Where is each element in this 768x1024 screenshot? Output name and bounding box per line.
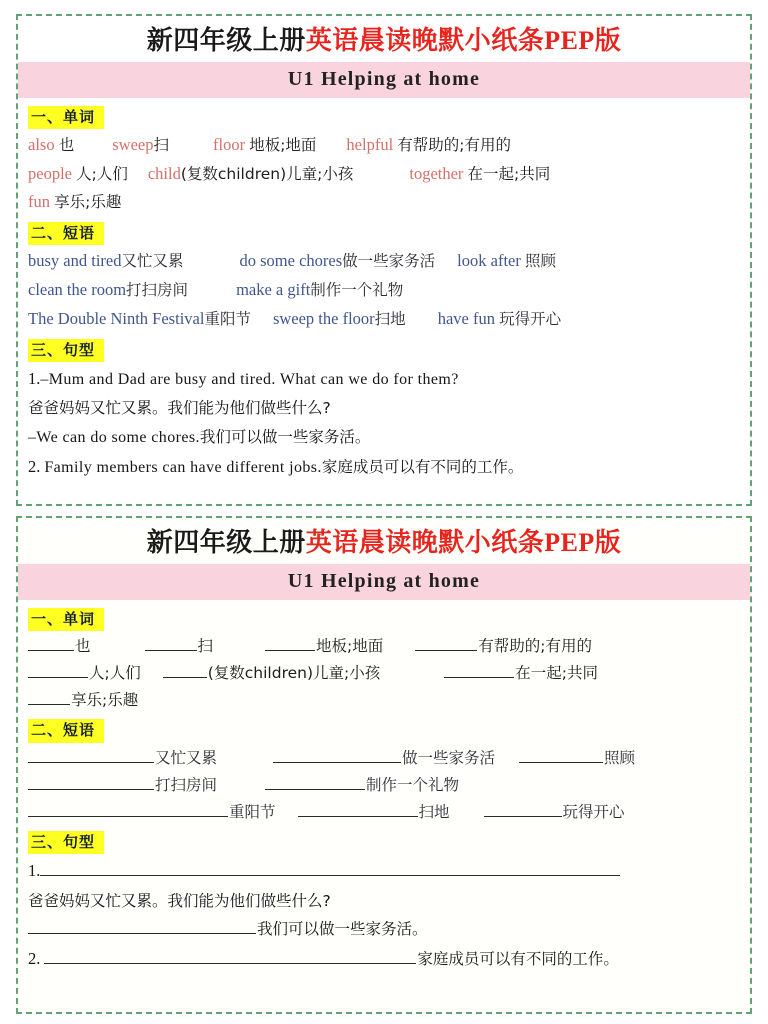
vocab-cn: 地板;地面 [249,135,317,154]
section-head-vocab-1: 一、单词 [28,106,104,129]
vocab-cn: 扫 [197,636,214,655]
blank-card [16,516,752,1014]
phrase-entry [28,277,188,304]
doc-title [18,16,750,62]
phrase-en: The Double Ninth Festival [28,308,205,328]
sentence-number: 2. [28,948,41,968]
phrase-cn: 制作一个礼物 [366,775,460,794]
vocab-en: floor [212,134,246,154]
vocab-blank-row [28,660,740,687]
vocab-entry [409,161,550,188]
vocab-cn: 人;人们 [89,664,141,683]
title-grade-part: 新四年级上册 [146,26,306,55]
sentence-row [28,423,740,453]
phrase-cn: 扫地 [418,802,450,821]
phrase-row [28,276,740,305]
vocab-en: fun [28,192,50,212]
phrase-cn: 扫地 [374,309,406,328]
answer-blank[interactable] [519,747,603,763]
phrase-cn: 玩得开心 [499,309,562,328]
sentence-cn: 我们可以做一些家务活。 [257,920,428,939]
vocab-blank-entry [265,634,383,659]
phrase-blank-entry [484,800,625,825]
blank-card-body [18,600,750,979]
vocab-cn: 扫 [153,135,169,154]
phrase-cn: 制作一个礼物 [310,281,404,300]
vocab-blank-entry [163,661,381,686]
answer-blank[interactable] [40,861,620,876]
answer-blank[interactable] [484,801,562,817]
phrase-cn: 又忙又累 [155,748,218,767]
answer-blank[interactable] [265,635,315,651]
phrase-entry [457,248,556,275]
sentence-blank-row [28,856,740,886]
answer-blank[interactable] [28,774,154,790]
sentence-row [28,394,740,423]
phrase-row [28,305,740,334]
answer-card-body [18,98,750,487]
phrase-cn: 做一些家务活 [342,252,436,271]
section-head-phrase-1: 二、短语 [28,222,104,245]
phrase-cn: 又忙又累 [121,252,184,271]
title-subject-part: 英语晨读晚默小纸条PEP版 [305,528,622,557]
vocab-cn: 有帮助的;有用的 [397,135,512,154]
answer-blank[interactable] [28,747,154,763]
answer-blank[interactable] [28,635,74,651]
sentence-number: 2. [28,457,41,477]
phrase-entry [240,248,436,275]
answer-blank[interactable] [273,747,401,763]
phrase-en: look after [457,251,521,271]
vocab-cn: 也 [58,135,75,154]
sentence-blank-row [28,944,740,975]
sentence-number: 1. [28,368,41,388]
answer-blank[interactable] [145,635,197,651]
sentence-cn: 爸爸妈妈又忙又累。我们能为他们做些什么? [28,399,331,418]
sentence-en: –We can do some chores. [28,428,200,446]
sentence-cn: 我们可以做一些家务活。 [199,427,371,446]
vocab-entry [28,189,121,216]
phrase-blank-entry [265,773,459,798]
phrase-blank-entry [298,800,450,825]
vocab-entry [28,161,128,188]
vocab-row [28,160,740,189]
sentence-cn: 爸爸妈妈又忙又累。我们能为他们做些什么? [28,891,331,910]
doc-title-2 [18,518,750,564]
phrase-cn: 照顾 [604,748,636,767]
sentence-en: –Mum and Dad are busy and tired. What can we do for them? [40,370,459,388]
vocab-cn: 也 [75,636,91,655]
phrase-entry [438,306,561,333]
phrase-cn: 玩得开心 [562,802,625,821]
phrase-entry [273,306,406,333]
phrase-blank-row [28,799,740,826]
vocab-cn: (复数children)儿童;小孩 [207,664,381,683]
vocab-row [28,188,740,217]
answer-blank[interactable] [44,949,416,964]
phrase-cn: 重阳节 [204,309,251,328]
phrase-en: clean the room [28,280,127,300]
phrase-en: sweep the floor [272,308,375,328]
sentence-blank-row [28,887,740,916]
answer-blank[interactable] [444,662,514,678]
answer-blank[interactable] [415,635,477,651]
answer-card [16,14,752,506]
vocab-cn: (复数children)儿童;小孩 [180,164,354,183]
phrase-cn: 照顾 [524,252,556,271]
sentence-en: Family members can have different jobs. [44,459,322,477]
vocab-blank-entry [415,634,592,659]
phrase-entry [28,306,251,333]
vocab-cn: 有帮助的;有用的 [478,636,592,655]
vocab-en: helpful [346,134,394,154]
phrase-en: busy and tired [28,251,122,271]
phrase-blank-row [28,772,740,799]
vocab-cn: 地板;地面 [316,636,384,655]
vocab-en: together [409,163,464,183]
sentence-row [28,452,740,483]
vocab-cn: 在一起;共同 [467,164,551,183]
vocab-entry [28,132,74,159]
vocab-en: people [28,163,72,183]
sentence-cn: 家庭成员可以有不同的工作。 [417,949,619,968]
section-head-sentence-1: 三、句型 [28,339,104,362]
vocab-cn: 人;人们 [76,164,128,183]
vocab-row [28,131,740,160]
answer-blank[interactable] [28,801,228,817]
phrase-entry [28,248,184,275]
phrase-blank-entry [28,746,217,771]
vocab-entry [148,161,354,188]
answer-blank[interactable] [298,801,418,817]
answer-blank[interactable] [265,774,365,790]
section-head-sentence-2: 三、句型 [28,831,104,854]
vocab-cn: 享乐;乐趣 [71,691,139,710]
phrase-cn: 打扫房间 [126,281,189,300]
vocab-en: child [147,163,181,183]
title-subject-part: 英语晨读晚默小纸条PEP版 [305,26,622,55]
unit-subtitle-band-1: U1 Helping at home [18,62,750,98]
phrase-cn: 打扫房间 [155,775,218,794]
phrase-blank-entry [28,800,276,825]
sentence-blank-row [28,915,740,944]
vocab-blank-entry [28,688,138,713]
phrase-en: do some chores [239,251,343,271]
answer-blank[interactable] [28,919,256,934]
vocab-en: also [28,134,55,154]
vocab-cn: 在一起;共同 [515,664,598,683]
vocab-entry [112,132,169,159]
answer-blank[interactable] [163,662,207,678]
vocab-blank-entry [28,661,141,686]
answer-blank[interactable] [28,662,88,678]
vocab-blank-entry [444,661,598,686]
phrase-blank-entry [273,746,495,771]
answer-blank[interactable] [28,690,70,706]
phrase-row [28,247,740,276]
vocab-blank-entry [28,634,91,659]
vocab-cn: 享乐;乐趣 [54,193,122,212]
phrase-en: have fun [437,308,495,328]
phrase-cn: 重阳节 [229,802,276,821]
unit-subtitle-band-2: U1 Helping at home [18,564,750,600]
phrase-en: make a gift [236,280,311,300]
title-grade-part: 新四年级上册 [146,528,306,557]
phrase-entry [236,277,403,304]
vocab-en: sweep [112,134,154,154]
vocab-entry [346,132,511,159]
phrase-cn: 做一些家务活 [402,748,496,767]
section-head-phrase-2: 二、短语 [28,719,104,742]
section-head-vocab-2: 一、单词 [28,608,104,631]
phrase-blank-row [28,745,740,772]
vocab-blank-entry [145,634,214,659]
vocab-blank-row [28,687,740,714]
sentence-number: 1. [28,861,41,881]
phrase-blank-entry [519,746,635,771]
sentence-cn: 家庭成员可以有不同的工作。 [321,458,524,477]
vocab-blank-row [28,633,740,660]
vocab-entry [213,132,316,159]
sentence-row [28,364,740,395]
phrase-blank-entry [28,773,217,798]
